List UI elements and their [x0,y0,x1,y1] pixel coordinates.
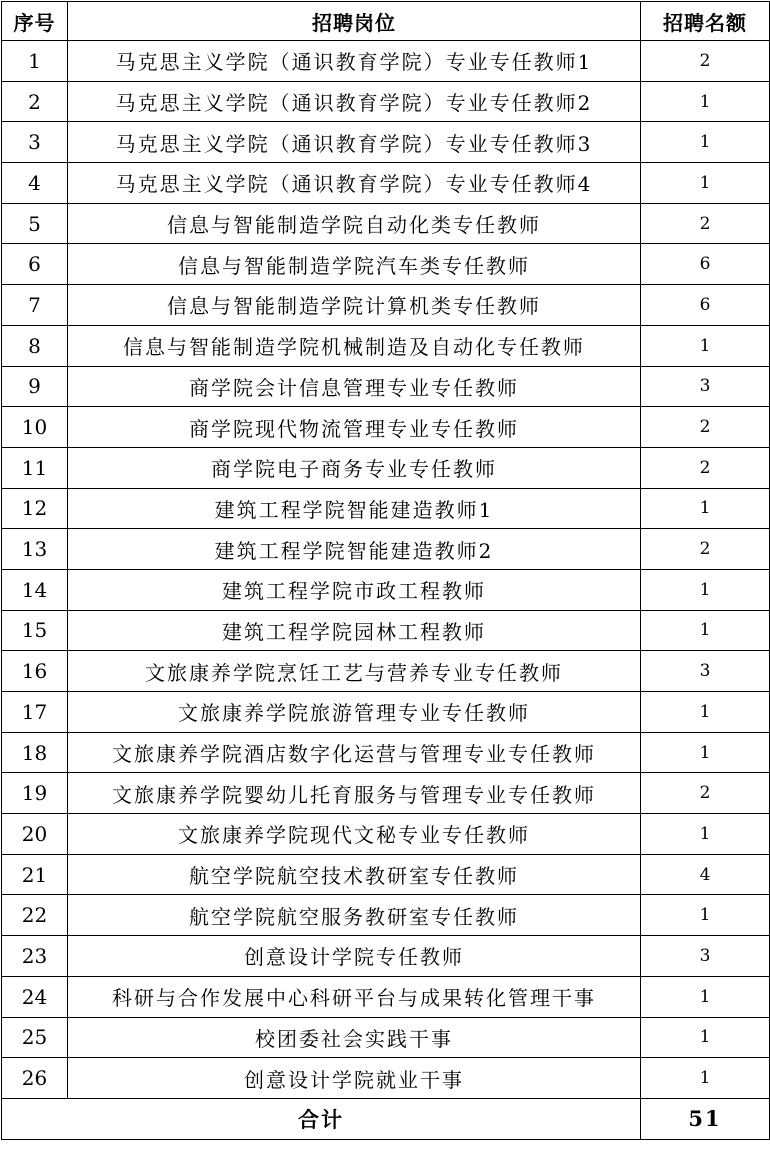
row-index: 10 [2,407,68,448]
row-position: 建筑工程学院市政工程教师 [68,569,641,610]
row-quota: 3 [641,366,770,407]
row-index: 20 [2,814,68,855]
row-index: 16 [2,651,68,692]
row-position: 创意设计学院专任教师 [68,936,641,977]
row-index: 6 [2,244,68,285]
total-value: 51 [641,1098,770,1139]
row-position: 信息与智能制造学院计算机类专任教师 [68,285,641,326]
row-index: 7 [2,285,68,326]
row-quota: 1 [641,81,770,122]
table-row [2,81,770,122]
row-position: 马克思主义学院（通识教育学院）专业专任教师3 [68,122,641,163]
header-position: 招聘岗位 [68,2,641,41]
row-index: 1 [2,41,68,82]
row-index: 14 [2,569,68,610]
row-position: 文旅康养学院酒店数字化运营与管理专业专任教师 [68,732,641,773]
table-row [2,732,770,773]
row-quota: 1 [641,488,770,529]
table-row [2,285,770,326]
row-quota: 2 [641,773,770,814]
row-position: 文旅康养学院旅游管理专业专任教师 [68,692,641,733]
table-row [2,569,770,610]
table-row [2,610,770,651]
row-quota: 2 [641,407,770,448]
recruitment-table [1,1,770,1140]
row-position: 文旅康养学院婴幼儿托育服务与管理专业专任教师 [68,773,641,814]
row-index: 2 [2,81,68,122]
row-index: 9 [2,366,68,407]
table-row [2,447,770,488]
row-index: 4 [2,163,68,204]
row-quota: 1 [641,1017,770,1058]
row-index: 26 [2,1058,68,1099]
row-quota: 2 [641,447,770,488]
row-position: 建筑工程学院园林工程教师 [68,610,641,651]
row-quota: 6 [641,285,770,326]
table-row [2,529,770,570]
table-row [2,366,770,407]
table-row [2,936,770,977]
header-row [2,2,770,41]
row-position: 马克思主义学院（通识教育学院）专业专任教师4 [68,163,641,204]
row-index: 11 [2,447,68,488]
row-index: 23 [2,936,68,977]
row-index: 8 [2,325,68,366]
table-row [2,203,770,244]
row-quota: 1 [641,122,770,163]
row-index: 15 [2,610,68,651]
row-quota: 2 [641,41,770,82]
row-quota: 1 [641,732,770,773]
table-row [2,325,770,366]
row-quota: 3 [641,936,770,977]
row-position: 商学院现代物流管理专业专任教师 [68,407,641,448]
row-quota: 1 [641,325,770,366]
table-row [2,163,770,204]
header-index: 序号 [2,2,68,41]
row-index: 21 [2,854,68,895]
table-row [2,1017,770,1058]
row-quota: 3 [641,651,770,692]
row-position: 马克思主义学院（通识教育学院）专业专任教师1 [68,41,641,82]
row-position: 创意设计学院就业干事 [68,1058,641,1099]
row-index: 12 [2,488,68,529]
table-row [2,773,770,814]
row-position: 商学院电子商务专业专任教师 [68,447,641,488]
table-row [2,41,770,82]
row-index: 24 [2,976,68,1017]
table-body [2,41,770,1099]
table-row [2,692,770,733]
row-quota: 1 [641,610,770,651]
header-quota: 招聘名额 [641,2,770,41]
row-quota: 1 [641,1058,770,1099]
table-row [2,854,770,895]
table-header [2,2,770,41]
total-label: 合计 [2,1098,641,1139]
row-quota: 1 [641,163,770,204]
table-row [2,122,770,163]
table-row [2,1058,770,1099]
row-position: 商学院会计信息管理专业专任教师 [68,366,641,407]
row-position: 马克思主义学院（通识教育学院）专业专任教师2 [68,81,641,122]
table-row [2,814,770,855]
row-index: 19 [2,773,68,814]
row-position: 建筑工程学院智能建造教师1 [68,488,641,529]
row-index: 3 [2,122,68,163]
row-quota: 1 [641,814,770,855]
table-row [2,895,770,936]
row-quota: 1 [641,895,770,936]
row-quota: 1 [641,569,770,610]
row-quota: 1 [641,692,770,733]
row-quota: 4 [641,854,770,895]
row-position: 航空学院航空服务教研室专任教师 [68,895,641,936]
row-index: 22 [2,895,68,936]
table-footer [2,1098,770,1139]
row-index: 25 [2,1017,68,1058]
table-row [2,488,770,529]
table-row [2,651,770,692]
row-position: 校团委社会实践干事 [68,1017,641,1058]
row-position: 建筑工程学院智能建造教师2 [68,529,641,570]
row-index: 13 [2,529,68,570]
row-quota: 1 [641,976,770,1017]
row-position: 文旅康养学院现代文秘专业专任教师 [68,814,641,855]
row-index: 5 [2,203,68,244]
row-position: 科研与合作发展中心科研平台与成果转化管理干事 [68,976,641,1017]
table-row [2,976,770,1017]
row-position: 航空学院航空技术教研室专任教师 [68,854,641,895]
table-row [2,407,770,448]
total-row [2,1098,770,1139]
row-index: 18 [2,732,68,773]
table-row [2,244,770,285]
row-quota: 2 [641,203,770,244]
row-position: 信息与智能制造学院自动化类专任教师 [68,203,641,244]
row-position: 信息与智能制造学院机械制造及自动化专任教师 [68,325,641,366]
row-position: 信息与智能制造学院汽车类专任教师 [68,244,641,285]
row-index: 17 [2,692,68,733]
row-position: 文旅康养学院烹饪工艺与营养专业专任教师 [68,651,641,692]
row-quota: 2 [641,529,770,570]
row-quota: 6 [641,244,770,285]
